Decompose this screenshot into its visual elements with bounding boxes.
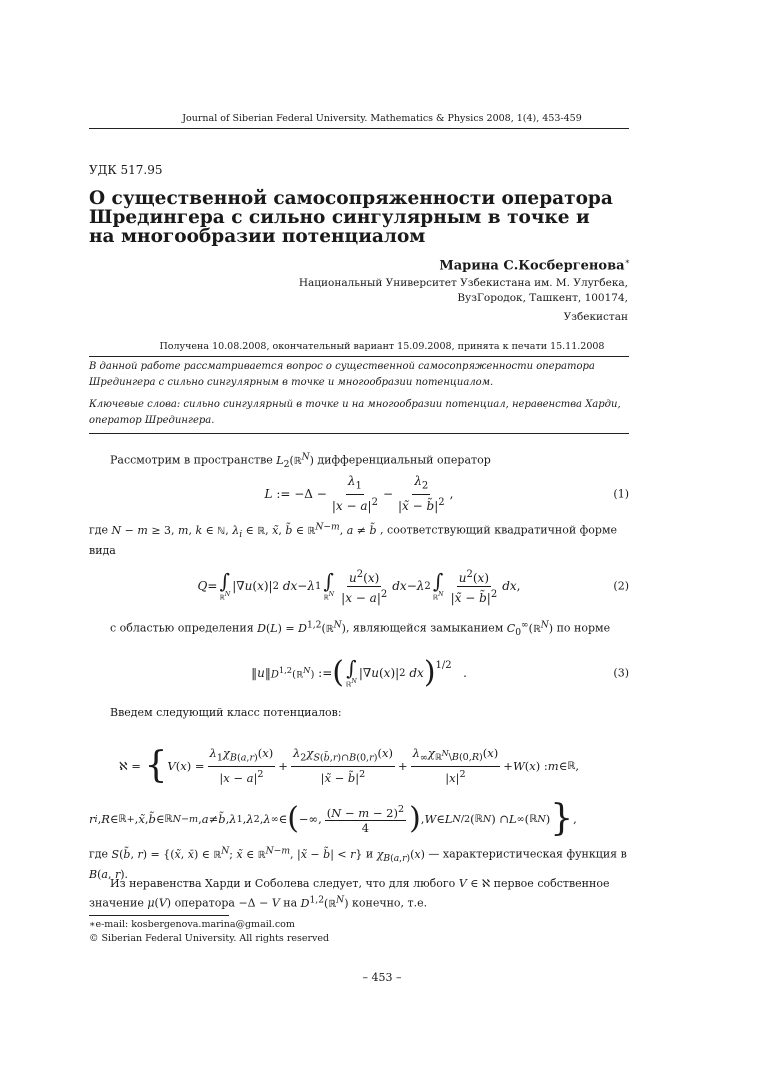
inline-math: $L_2(ℝ^N)$	[276, 451, 314, 470]
inline-math: B(a, r).	[89, 867, 129, 881]
paragraph-text: первое собственное значение	[89, 877, 610, 910]
running-header: Journal of Siberian Federal University. Mathematics & Physics 2008, 1(4), 453-459	[182, 113, 582, 124]
keywords-text: Ключевые слова: сильно сингулярный в точке и на многообразии потенциал, неравенства Харди, оператор Шредингера.	[89, 399, 621, 426]
paragraph-text: конечно, т.е.	[351, 896, 428, 910]
paragraph-text: на	[283, 896, 298, 910]
paragraph-text: и	[365, 847, 374, 861]
inline-math: μ(V)	[147, 896, 172, 910]
paragraph-text: с областью определения	[110, 621, 254, 635]
inline-math: $\chi_{B(a,r)}(x)$	[376, 847, 425, 864]
inline-math: D(L) = D$^{1,2}$(ℝ$^N$)	[257, 619, 346, 635]
author-name-text: Марина С.Косбергенова	[439, 258, 625, 274]
potential-class-formula: ℵ = { V ( x ) = $\frac{\lambda_1\chi_{B(a,r)}(x)}{|x - a|^2}$ + $\frac{\lambda_2\chi_{S(b̃,r)\cap B(0,r)}(x)}{|x̃ - b̃|^2}$ + $\frac{\lambda_\infty\chi_{ℝ^N\backslash B(0,R)}(x)}{|x|^2}$ + W ( x ) : m ∈ ℝ ,	[119, 745, 580, 786]
footnote-rule	[89, 915, 229, 916]
author-name	[439, 257, 630, 273]
footnote-copyright: © Siberian Federal University. All rights reserved	[89, 933, 330, 944]
equation-number: (2)	[613, 579, 629, 593]
inline-math: V ∈ ℵ	[458, 877, 491, 890]
inline-math: D$^{1,2}$(ℝ$^N$)	[300, 894, 349, 910]
udk-code: УДК 517.95	[89, 163, 163, 177]
equation-number: (1)	[613, 487, 629, 501]
publication-dates: Получена 10.08.2008, окончательный вариант 15.09.2008, принята к печати 15.11.2008	[159, 341, 605, 352]
equation-3: ‖ u ‖ D$^{1,2}$(ℝ$^N$) := ( ∫ ℝ$^N$ |∇ u ( x )| 2 dx ) $^{1/2}$ . (3)	[251, 655, 629, 690]
author-footnote-mark: ∗	[624, 257, 630, 266]
paragraph-text: Рассмотрим в пространстве	[110, 453, 273, 467]
paragraph-text: — характеристическая функция в	[428, 847, 627, 861]
paragraph-text: дифференциальный оператор	[317, 453, 491, 467]
paragraph	[89, 519, 629, 559]
paragraph-text: Из неравенства Харди и Соболева следует, что для любого	[110, 877, 456, 890]
paragraph-text: где	[89, 523, 109, 537]
abstract-bottom-rule	[89, 433, 629, 434]
paragraph-text: где	[89, 847, 109, 861]
paragraph-text: оператора	[174, 896, 235, 910]
paragraph	[89, 876, 629, 913]
equation-2: Q = ∫ ℝ$^N$ |∇ u ( x )| 2 dx − λ 1 ∫ ℝ$^N$ $\frac{u^2(x)}{|x - a|^2}$ dx − λ 2 ∫ ℝ$^N$ $\frac{u^2(x)}{|x̃ - b̃|^2}$ dx , (2)	[197, 568, 629, 605]
paragraph-text: , являющейся замыканием	[345, 621, 504, 635]
title-line: Шредингера с сильно сингулярным в точке и	[89, 207, 590, 228]
inline-math: $C_0^\infty(ℝ^N)$	[506, 619, 554, 638]
abstract-top-rule	[89, 356, 629, 357]
paragraph: Введем следующий класс потенциалов:	[110, 706, 342, 719]
paragraph-text: по норме	[556, 621, 611, 635]
equation-1: L := −Δ − $\frac{\lambda_1}{|x - a|^2}$ − $\frac{\lambda_2}{|x̃ - b̃|^2}$ , (1)	[264, 474, 629, 513]
affiliation-line: Национальный Университет Узбекистана им. М. Улугбека,	[298, 277, 628, 289]
paragraph-text: , соответствующий квадратичной форме вида	[89, 523, 618, 557]
footnote-email: ∗e-mail: kosbergenova.marina@gmail.com	[89, 919, 295, 930]
inline-math: −Δ − V	[238, 896, 280, 910]
paragraph	[89, 617, 629, 641]
title-line: О существенной самосопряженности оператора	[89, 188, 613, 209]
inline-math: S(b̃, r) = {(x̃, x̄) ∈ ℝ$^N$; x̃ ∈ ℝ$^{N-m}$, |x̃ − b̃| < r}	[111, 845, 363, 861]
paper-title	[89, 189, 613, 246]
potential-class-formula-cont: r i , R ∈ ℝ + , x̃ , b̃ ∈ ℝ N−m , a ≠ b̃ , λ 1 , λ 2 , λ ∞ ∈ ( −∞, $\frac{(N - m - 2)^2}{4}$ ) , W ∈ L N/2 ( ℝ N ) ∩ L ∞ ( ℝ N ) } ,	[89, 798, 577, 839]
title-line: на многообразии потенциалом	[89, 226, 426, 247]
equation-number: (3)	[613, 666, 629, 680]
header-rule	[89, 128, 629, 129]
abstract-text: В данной работе рассматривается вопрос о существенной самосопряженности оператора Шредингера с сильно сингулярным в точке и многообразии потенциалом.	[89, 361, 595, 388]
inline-math: N − m ≥ 3, m, k ∈ ℕ, $\lambda_i$ ∈ ℝ, x̃, b̃ ∈ ℝ$^{N-m}$, a ≠ b̃	[111, 521, 377, 540]
page-number: – 453 –	[362, 971, 402, 984]
affiliation-line: Узбекистан	[563, 311, 628, 323]
affiliation-line: ВузГородок, Ташкент, 100174,	[457, 292, 628, 304]
